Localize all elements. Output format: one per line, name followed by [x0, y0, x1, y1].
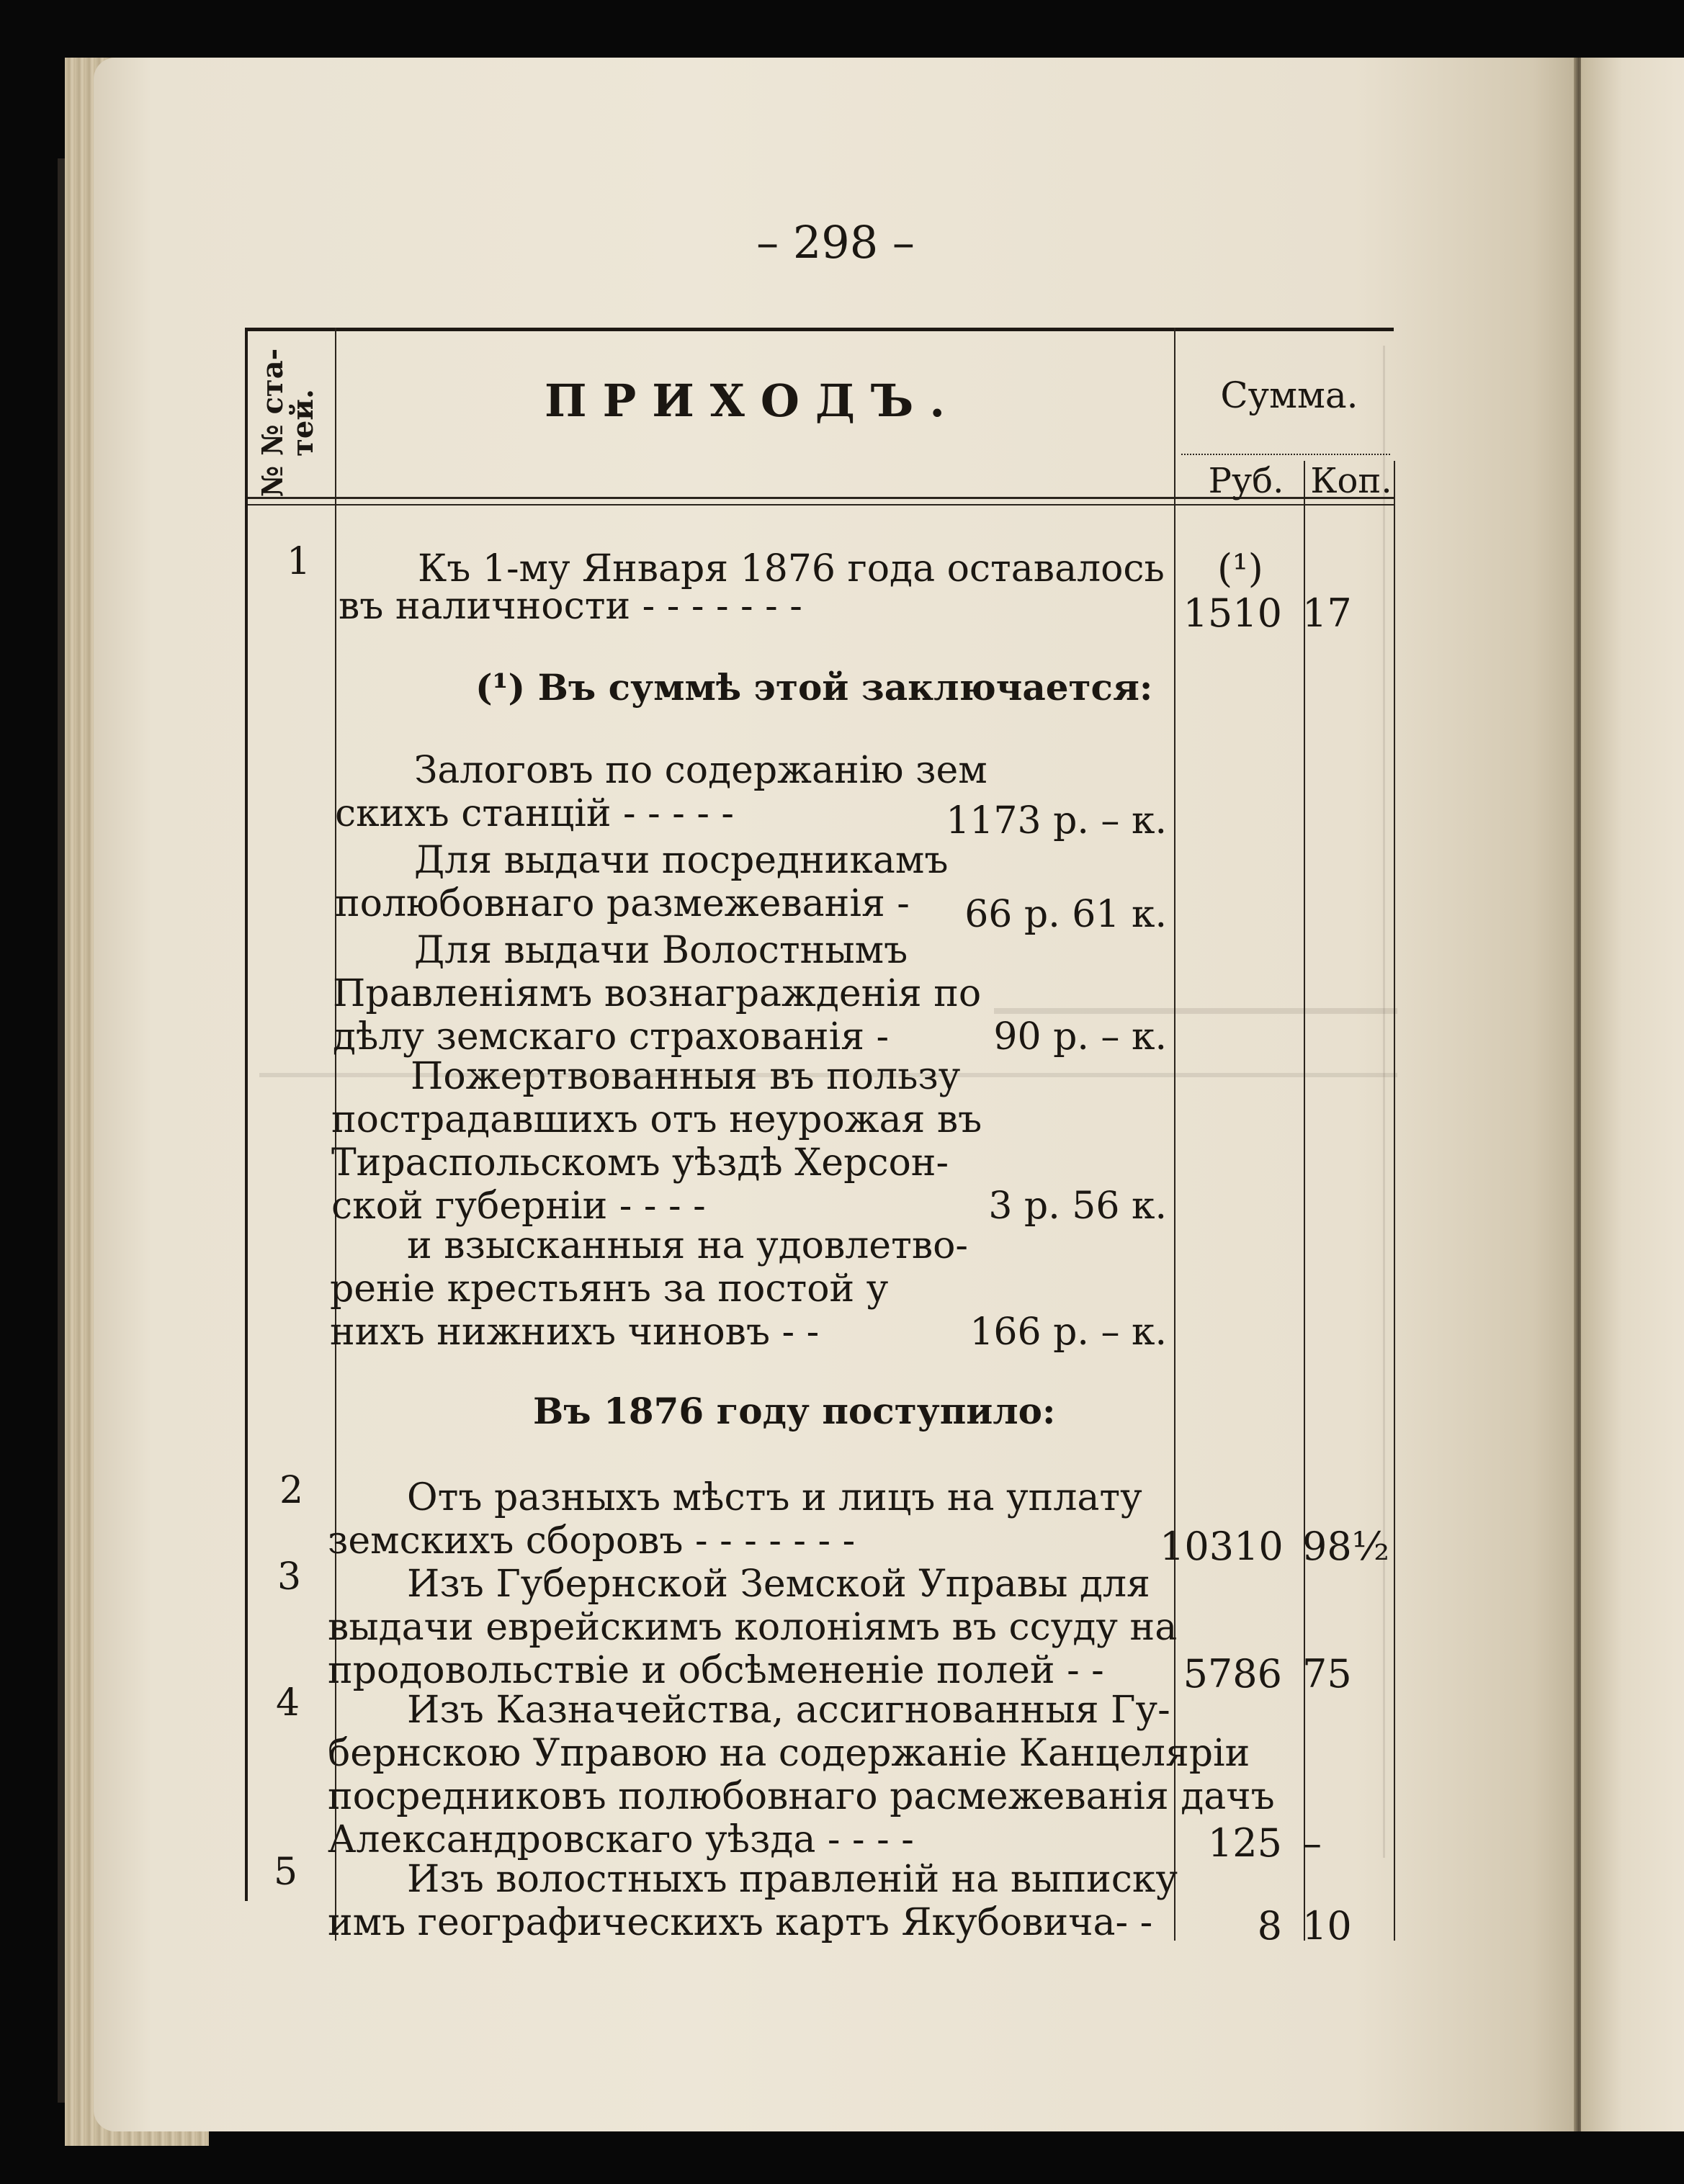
footnote-line: полюбовнаго размежеванія - — [335, 882, 910, 925]
show-through-watermark — [994, 958, 1397, 1014]
entry-text-line: Изъ Казначейства, ассигнованныя Гу- — [407, 1689, 1170, 1732]
entry-number: 5 — [274, 1851, 298, 1894]
entry-text-line: Къ 1-му Января 1876 года оставалось — [418, 547, 1165, 590]
footnote-line: нихъ нижнихъ чиновъ - - — [330, 1311, 820, 1354]
footnote-line: Для выдачи посредникамъ — [414, 839, 949, 882]
footnote-amount: 90 р. – к. — [993, 1015, 1167, 1059]
kop-column-rule — [1304, 461, 1305, 1941]
footnote-line: Пожертвованныя въ пользу — [411, 1055, 961, 1098]
facing-page — [1581, 58, 1684, 2131]
entry-kop-value: 75 — [1302, 1651, 1352, 1697]
footnote-line: ской губерніи - - - - — [331, 1185, 706, 1228]
footnote-amount: 166 р. – к. — [969, 1311, 1167, 1354]
entry-kop-value: 17 — [1302, 590, 1352, 636]
entry-rub-value: 125 — [1207, 1820, 1282, 1866]
footnote-line: дѣлу земскаго страхованія - — [333, 1015, 890, 1059]
entry-rub-value: 5786 — [1183, 1651, 1282, 1697]
entry-number: 4 — [276, 1681, 300, 1725]
entry-text-line: имъ географическихъ картъ Якубовича- - — [328, 1901, 1153, 1944]
entry-rub-value: 8 — [1257, 1903, 1282, 1949]
entry-text-line: Изъ волостныхъ правленій на выписку — [407, 1858, 1178, 1901]
table-top-rule — [245, 328, 1394, 331]
page-title: ПРИХОДЪ. — [545, 374, 961, 427]
footnote-line: и взысканныя на удовлетво- — [407, 1224, 968, 1267]
entry-kop-value: 98½ — [1302, 1524, 1390, 1569]
entry-kop-value: 10 — [1302, 1903, 1352, 1949]
footnote-amount: 66 р. 61 к. — [964, 893, 1167, 936]
footnote-line: реніе крестьянъ за постой у — [330, 1267, 889, 1311]
footnote-line: скихъ станцій - - - - - — [335, 792, 734, 835]
footnote-line: Правленіямъ вознагражденія по — [333, 972, 982, 1015]
entry-text-line: продовольствіе и обсѣмененіе полей - - — [328, 1649, 1104, 1692]
show-through-watermark — [1383, 346, 1443, 1858]
table-left-rule — [245, 328, 248, 1901]
table-right-rule — [1394, 461, 1395, 1941]
column-header-number — [238, 324, 331, 497]
entry-kop-value: – — [1302, 1820, 1322, 1866]
entry-rub-value: 1510 — [1183, 590, 1282, 636]
entry-text-line: посредниковъ полюбовнаго расмежеванія дачъ — [328, 1775, 1275, 1818]
kop-header: Коп. — [1310, 461, 1392, 501]
footnote-line: пострадавшихъ отъ неурожая въ — [331, 1098, 982, 1141]
footnote-amount: 1173 р. – к. — [946, 799, 1167, 842]
entry-number: 2 — [279, 1469, 304, 1512]
entry-rub-value: 10310 — [1160, 1524, 1284, 1569]
text-column-rule — [1174, 328, 1175, 1941]
footnote-line: Залоговъ по содержанію зем — [414, 749, 987, 792]
entry-note-mark: (¹) — [1217, 546, 1263, 591]
entry-text-line: земскихъ сборовъ - - - - - - - — [328, 1519, 856, 1563]
entry-text-line: Отъ разныхъ мѣстъ и лицъ на уплату — [407, 1476, 1142, 1519]
footnote-heading: (¹) Въ суммѣ этой заключается: — [475, 666, 1153, 709]
footnote-line: Тираспольскомъ уѣздѣ Херсон- — [331, 1141, 949, 1185]
section-heading: Въ 1876 году поступило: — [533, 1390, 1056, 1432]
entry-text-line: Александровскаго уѣзда - - - - — [328, 1818, 914, 1861]
entry-number: 3 — [277, 1555, 302, 1599]
sum-subheader-rule — [1181, 454, 1390, 455]
sum-header: Сумма. — [1220, 374, 1358, 416]
entry-text-line: Изъ Губернской Земской Управы для — [407, 1563, 1150, 1606]
entry-text-line: въ наличности - - - - - - - — [339, 585, 802, 628]
page-number: – 298 – — [756, 216, 915, 269]
entry-text-line: выдачи еврейскимъ колоніямъ въ ссуду на — [328, 1606, 1178, 1649]
column-header-number-label: № № ста-тей. — [256, 348, 320, 498]
footnote-amount: 3 р. 56 к. — [988, 1185, 1167, 1228]
rub-header: Руб. — [1208, 461, 1284, 501]
entry-text-line: бернскою Управою на содержаніе Канцеляріи — [328, 1732, 1250, 1775]
entry-number: 1 — [287, 540, 311, 583]
footnote-line: Для выдачи Волостнымъ — [414, 929, 908, 972]
table-header-rule-second — [245, 504, 1394, 505]
